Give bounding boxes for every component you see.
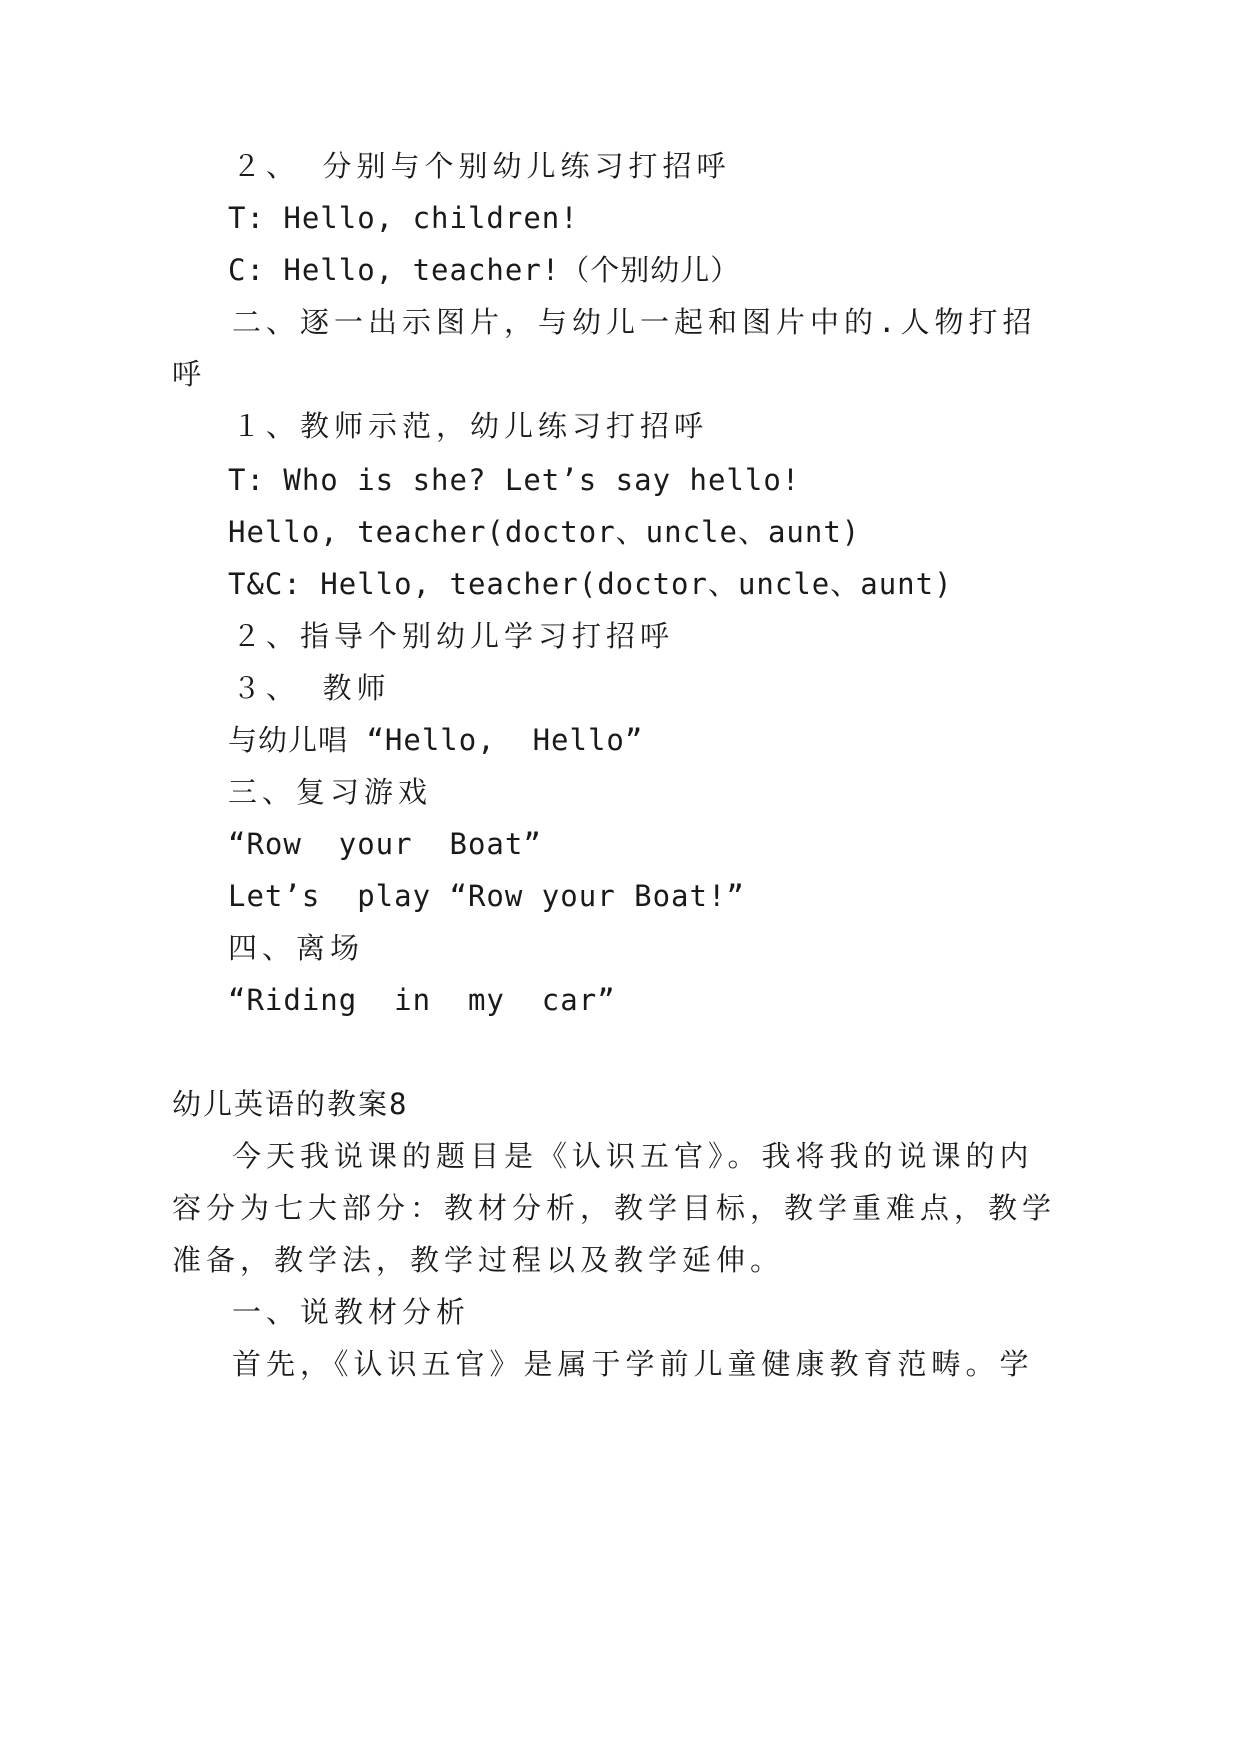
text-line: 呼 [172,357,207,391]
text-line: T: Hello, children! [228,201,579,235]
text-line: C: Hello, teacher!（个别幼儿） [228,253,741,287]
text-line: ３、 教师 [232,671,391,705]
text-line: １、教师示范，幼儿练习打招呼 [232,409,709,443]
text-line: “Row your Boat” [228,827,542,861]
section-title: 幼儿英语的教案8 [172,1087,409,1121]
text-line: Hello, teacher(doctor、uncle、aunt) [228,515,861,549]
paragraph-line: 准备，教学法，教学过程以及教学延伸。 [172,1243,785,1277]
text-line: 二、逐一出示图片，与幼儿一起和图片中的.人物打招 [232,305,1037,339]
text-line: 四、离场 [228,931,365,965]
text-line: T: Who is she? Let’s say hello! [228,463,801,497]
text-line: T&C: Hello, teacher(doctor、uncle、aunt) [228,567,953,601]
paragraph-line: 容分为七大部分：教材分析，教学目标，教学重难点，教学 [172,1191,1057,1225]
text-line: 与幼儿唱 “Hello, Hello” [228,723,644,757]
text-line: 三、复习游戏 [228,775,433,809]
text-line: ２、指导个别幼儿学习打招呼 [232,619,675,653]
paragraph-line: 今天我说课的题目是《认识五官》。我将我的说课的内 [232,1139,1034,1173]
text-line: Let’s play “Row your Boat!” [228,879,745,913]
text-line: “Riding in my car” [228,983,616,1017]
text-line: ２、 分别与个别幼儿练习打招呼 [232,149,731,183]
paragraph-line: 一、说教材分析 [232,1295,471,1329]
paragraph-line: 首先，《认识五官》是属于学前儿童健康教育范畴。学 [232,1347,1034,1381]
